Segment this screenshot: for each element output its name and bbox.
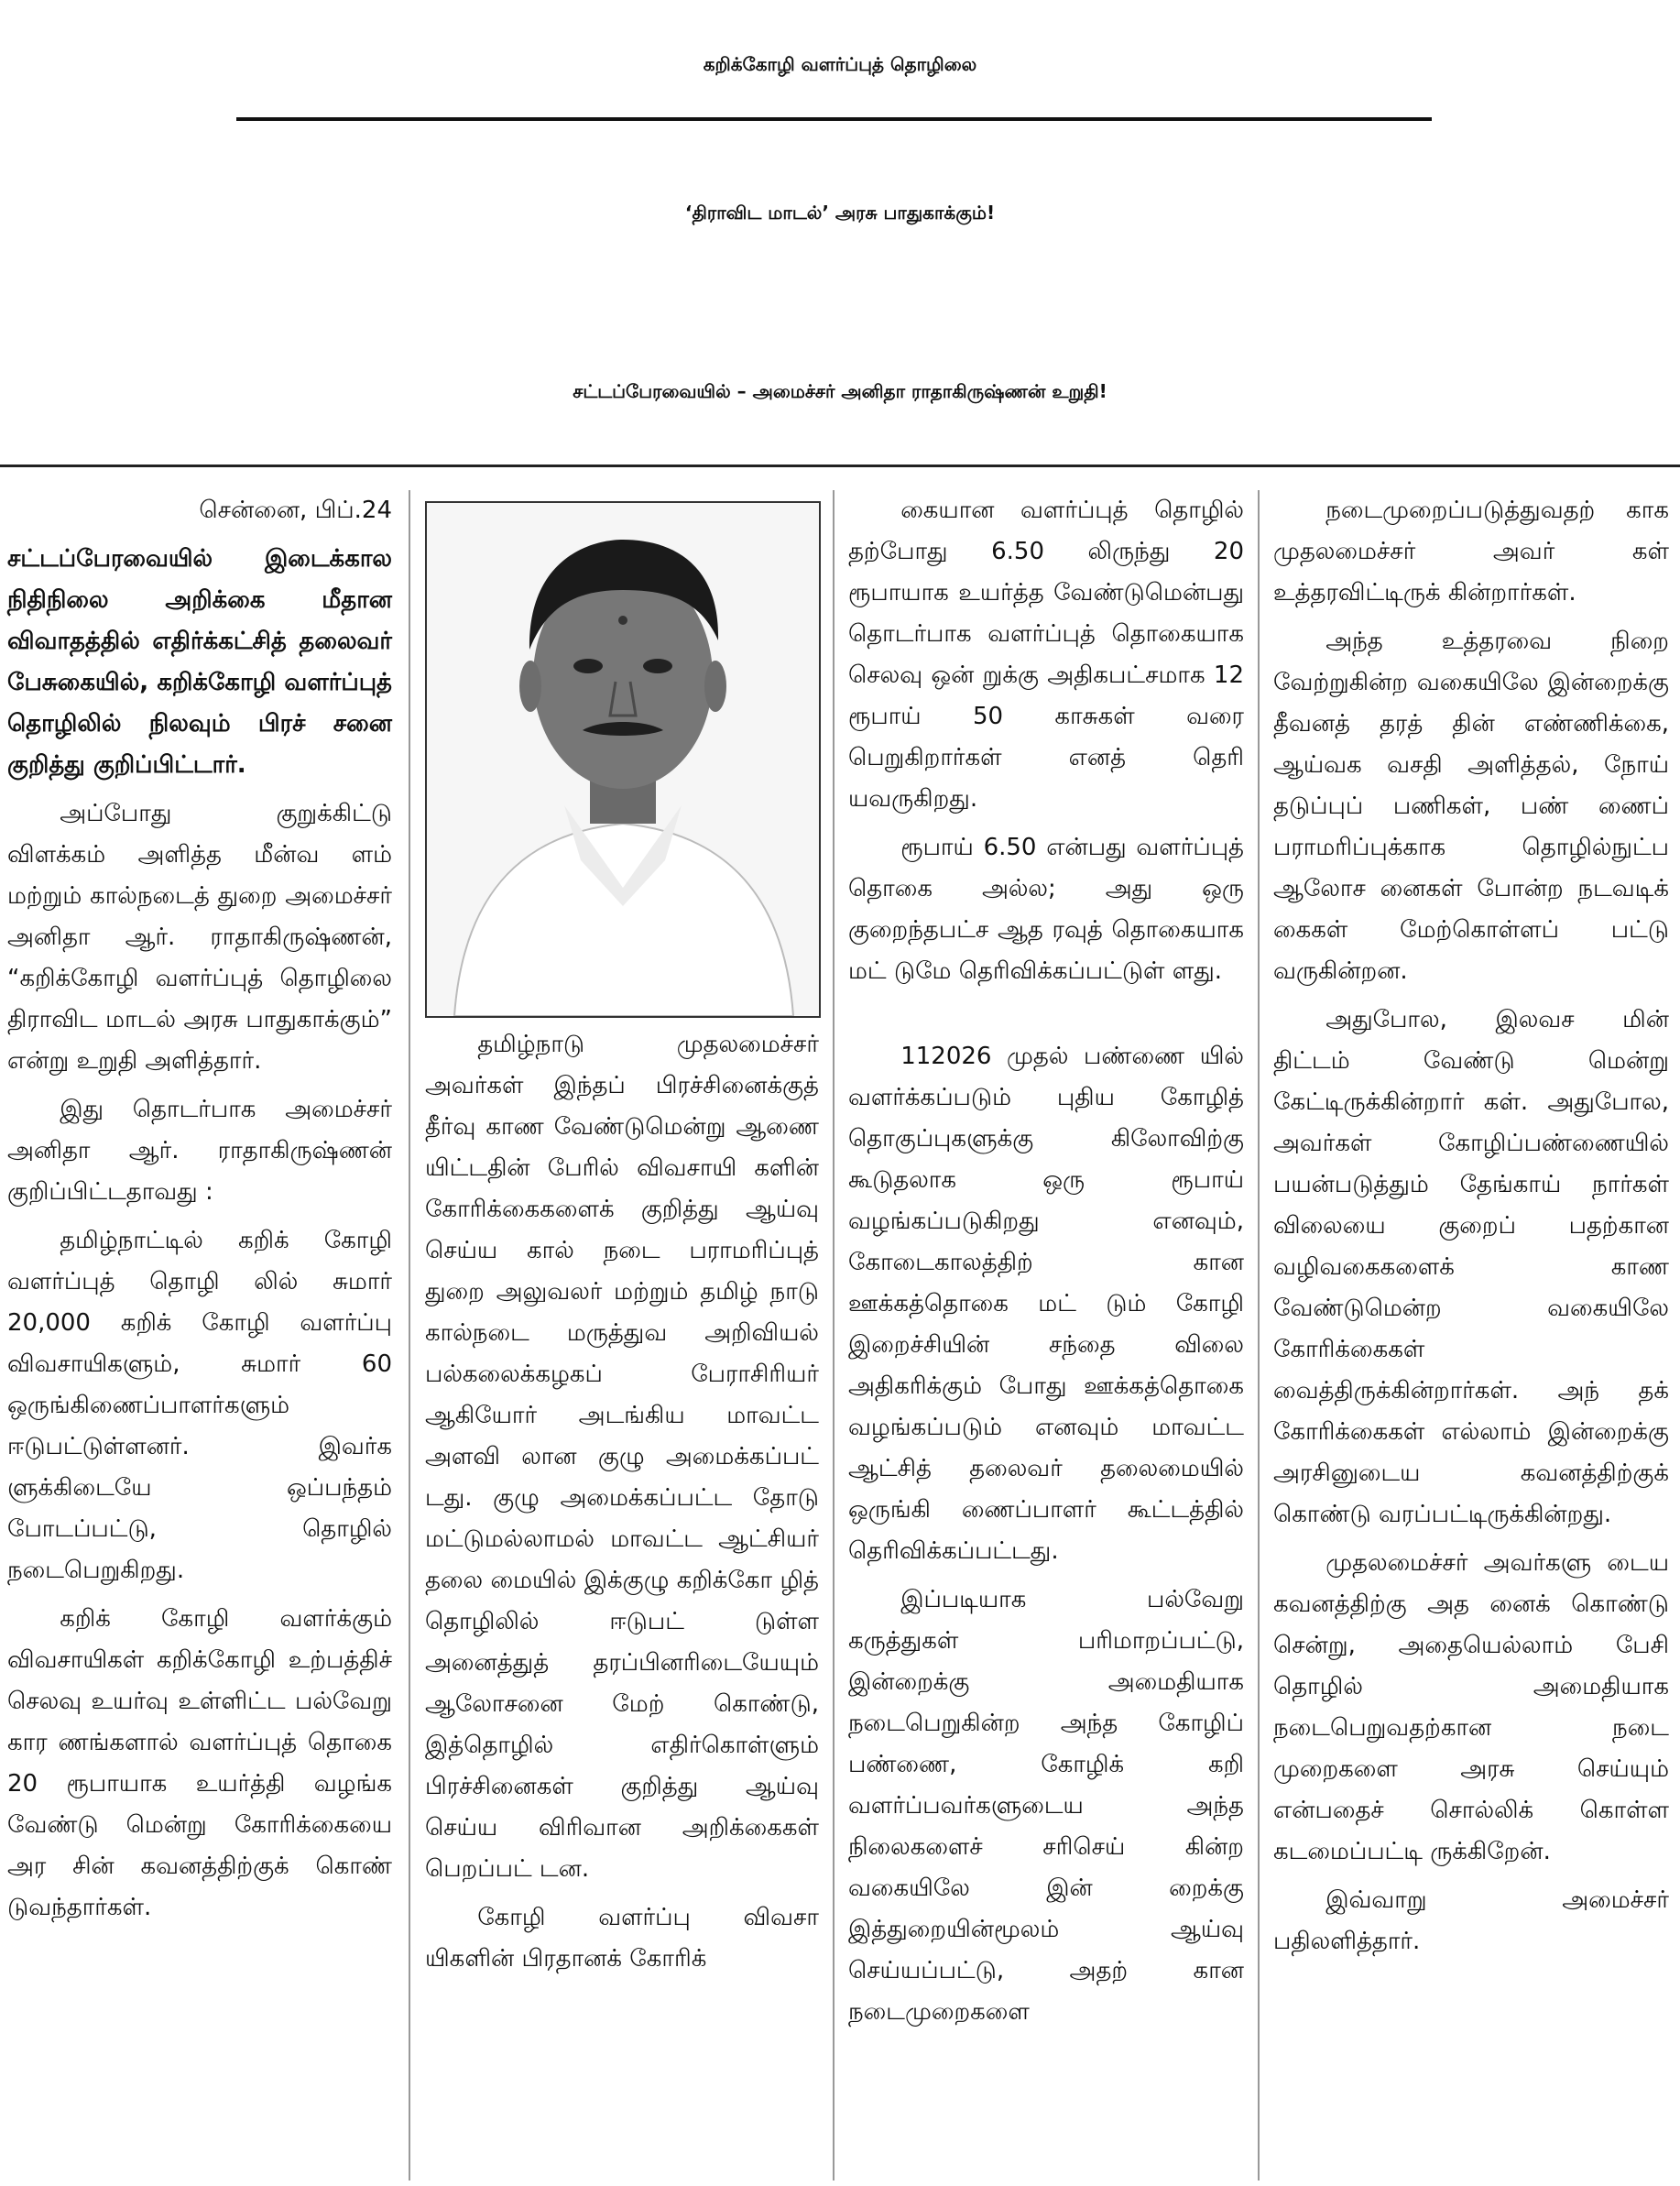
paragraph: 112026 முதல் பண்ணை யில் வளர்க்கப்படும் புதிய கோழித் தொகுப்புகளுக்கு கிலோவிற்கு கூடுதலாக ஒரு ரூபாய் வழங்கப்படுகிறது எனவும், கோடைகாலத்திற் கான ஊக்கத்தொகை மட் டும் கோழி இறைச்சியின் சந்தை விலை அதிகரிக்கும் போது ஊக்கத்தொகை வழங்கப்படும் எனவும் மாவட்ட ஆட்சித் தலைவர் தலைமையில் ஒருங்கி ணைப்பாளர் கூட்டத்தில் தெரிவிக்கப்பட்டது.	[848, 1043, 1244, 1565]
kicker-underline	[236, 117, 1432, 121]
paragraph: இப்படியாக பல்வேறு கருத்துகள் பரிமாறப்பட்டு, இன்றைக்கு அமைதியாக நடைபெறுகின்ற அந்த கோழிப் பண்ணை, கோழிக் கறி வளர்ப்பவர்களுடைய அந்த நிலைகளைச் சரிசெய் கின்ற வகையிலே இன் றைக்கு இத்துறையின்மூலம் ஆய்வு செய்யப்பட்டு, அதற் கான நடைமுறைகளை	[848, 1586, 1244, 2026]
main-headline: ‘திராவிட மாடல்’ அரசு பாதுகாக்கும்!	[684, 202, 996, 224]
column-divider	[1258, 490, 1260, 2181]
sub-headline: சட்டப்பேரவையில் – அமைச்சர் அனிதா ராதாகிருஷ்ணன் உறுதி!	[573, 380, 1107, 402]
paragraph: கறிக் கோழி வளர்க்கும் விவசாயிகள் கறிக்கோழி உற்பத்திச் செலவு உயர்வு உள்ளிட்ட பல்வேறு கார ணங்களால் வளர்ப்புத் தொகை 20 ரூபாயாக உயர்த்தி வழங்க வேண்டு மென்று கோரிக்கையை அர சின் கவனத்திற்குக் கொண் டுவந்தார்கள்.	[7, 1605, 392, 1921]
lead-paragraph: சட்டப்பேரவையில் இடைக்கால நிதிநிலை அறிக்கை மீதான விவாதத்தில் எதிர்க்கட்சித் தலைவர் பேசுகையில், கறிக்கோழி வளர்ப்புத் தொழிலில் நிலவும் பிரச் சனை குறித்து குறிப்பிட்டார்.	[7, 545, 392, 779]
paragraph: இது தொடர்பாக அமைச்சர் அனிதா ஆர். ராதாகிருஷ்ணன் குறிப்பிட்டதாவது :	[7, 1096, 392, 1206]
dateline: சென்னை, பிப்.24	[199, 497, 392, 524]
paragraph: தமிழ்நாட்டில் கறிக் கோழி வளர்ப்புத் தொழி லில் சுமார் 20,000 கறிக் கோழி வளர்ப்பு விவசாயிகளும், சுமார் 60 ஒருங்கிணைப்பாளர்களும் ஈடுபட்டுள்ளனர். இவர்க ளுக்கிடையே ஒப்பந்தம் போடப்பட்டு, தொழில் நடைபெறுகிறது.	[7, 1227, 392, 1584]
paragraph: அப்போது குறுக்கிட்டு விளக்கம் அளித்த மீன்வ ளம் மற்றும் கால்நடைத் துறை அமைச்சர் அனிதா ஆர். ராதாகிருஷ்ணன், “கறிக்கோழி வளர்ப்புத் தொழிலை திராவிட மாடல் அரசு பாதுகாக்கும்” என்று உறுதி அளித்தார்.	[7, 800, 392, 1075]
paragraph: அதுபோல, இலவச மின் திட்டம் வேண்டு மென்று கேட்டிருக்கின்றார் கள். அதுபோல, அவர்கள் கோழிப்பண்ணையில் பயன்படுத்தும் தேங்காய் நார்கள் விலையை குறைப் பதற்கான வழிவகைகளைக் காண வேண்டுமென்ற வகையிலே கோரிக்கைகள் வைத்திருக்கின்றார்கள். அந் தக் கோரிக்கைகள் எல்லாம் இன்றைக்கு அரசினுடைய கவனத்திற்குக் கொண்டு வரப்பட்டிருக்கின்றது.	[1273, 1006, 1669, 1528]
paragraph: இவ்வாறு அமைச்சர் பதிலளித்தார்.	[1273, 1886, 1669, 1955]
paragraph: நடைமுறைப்படுத்துவதற் காக முதலமைச்சர் அவர் கள் உத்தரவிட்டிருக் கின்றார்கள்.	[1273, 497, 1669, 607]
minister-photo	[425, 501, 821, 1018]
paragraph: கோழி வளர்ப்பு விவசா யிகளின் பிரதானக் கோரிக்	[425, 1904, 819, 1973]
kicker-headline: கறிக்கோழி வளர்ப்புத் தொழிலை	[703, 53, 977, 75]
column-divider	[833, 490, 835, 2181]
header-divider	[0, 465, 1680, 467]
paragraph: கையான வளர்ப்புத் தொழில் தற்போது 6.50 லிருந்து 20 ரூபாயாக உயர்த்த வேண்டுமென்பது தொடர்பாக வளர்ப்புத் தொகையாக செலவு ஒன் றுக்கு அதிகபட்சமாக 12 ரூபாய் 50 காசுகள் வரை பெறுகிறார்கள் எனத் தெரி யவருகிறது.	[848, 497, 1244, 813]
column-divider	[409, 490, 410, 2181]
paragraph: ரூபாய் 6.50 என்பது வளர்ப்புத் தொகை அல்ல; அது ஒரு குறைந்தபட்ச ஆத ரவுத் தொகையாக மட் டுமே தெரிவிக்கப்பட்டுள் ளது.	[848, 834, 1244, 985]
article-column-3	[848, 490, 1244, 2040]
portrait-image	[427, 503, 819, 1016]
paragraph: அந்த உத்தரவை நிறை வேற்றுகின்ற வகையிலே இன்றைக்கு தீவனத் தரத் தின் எண்ணிக்கை, ஆய்வக வசதி அளித்தல், நோய் தடுப்புப் பணிகள், பண் ணைப் பராமரிப்புக்காக தொழில்நுட்ப ஆலோச னைகள் போன்ற நடவடிக் கைகள் மேற்கொள்ளப் பட்டு வருகின்றன.	[1273, 628, 1669, 985]
paragraph: முதலமைச்சர் அவர்களு டைய கவனத்திற்கு அத னைக் கொண்டு சென்று, அதையெல்லாம் பேசி தொழில் அமைதியாக நடைபெறுவதற்கான நடை முறைகளை அரசு செய்யும் என்பதைச் சொல்லிக் கொள்ள கடமைப்பட்டி ருக்கிறேன்.	[1273, 1549, 1669, 1865]
article-column-4	[1273, 490, 1669, 1970]
paragraph: தமிழ்நாடு முதலமைச்சர் அவர்கள் இந்தப் பிரச்சினைக்குத் தீர்வு காண வேண்டுமென்று ஆணை யிட்டதின் பேரில் விவசாயி களின் கோரிக்கைகளைக் குறித்து ஆய்வு செய்ய கால் நடை பராமரிப்புத் துறை அலுவலர் மற்றும் தமிழ் நாடு கால்நடை மருத்துவ அறிவியல் பல்கலைக்கழகப் பேராசிரியர் ஆகியோர் அடங்கிய மாவட்ட அளவி லான குழு அமைக்கப்பட் டது. குழு அமைக்கப்பட்ட தோடு மட்டுமல்லாமல் மாவட்ட ஆட்சியர் தலை மையில் இக்குழு கறிக்கோ ழித் தொழிலில் ஈடுபட் டுள்ள அனைத்துத் தரப்பினரிடையேயும் ஆலோசனை மேற் கொண்டு, இத்தொழில் எதிர்கொள்ளும் பிரச்சினைகள் குறித்து ஆய்வு செய்ய விரிவான அறிக்கைகள் பெறப்பட் டன.	[425, 1031, 819, 1883]
article-column-2	[425, 1024, 819, 1987]
article-column-1	[7, 490, 392, 1936]
